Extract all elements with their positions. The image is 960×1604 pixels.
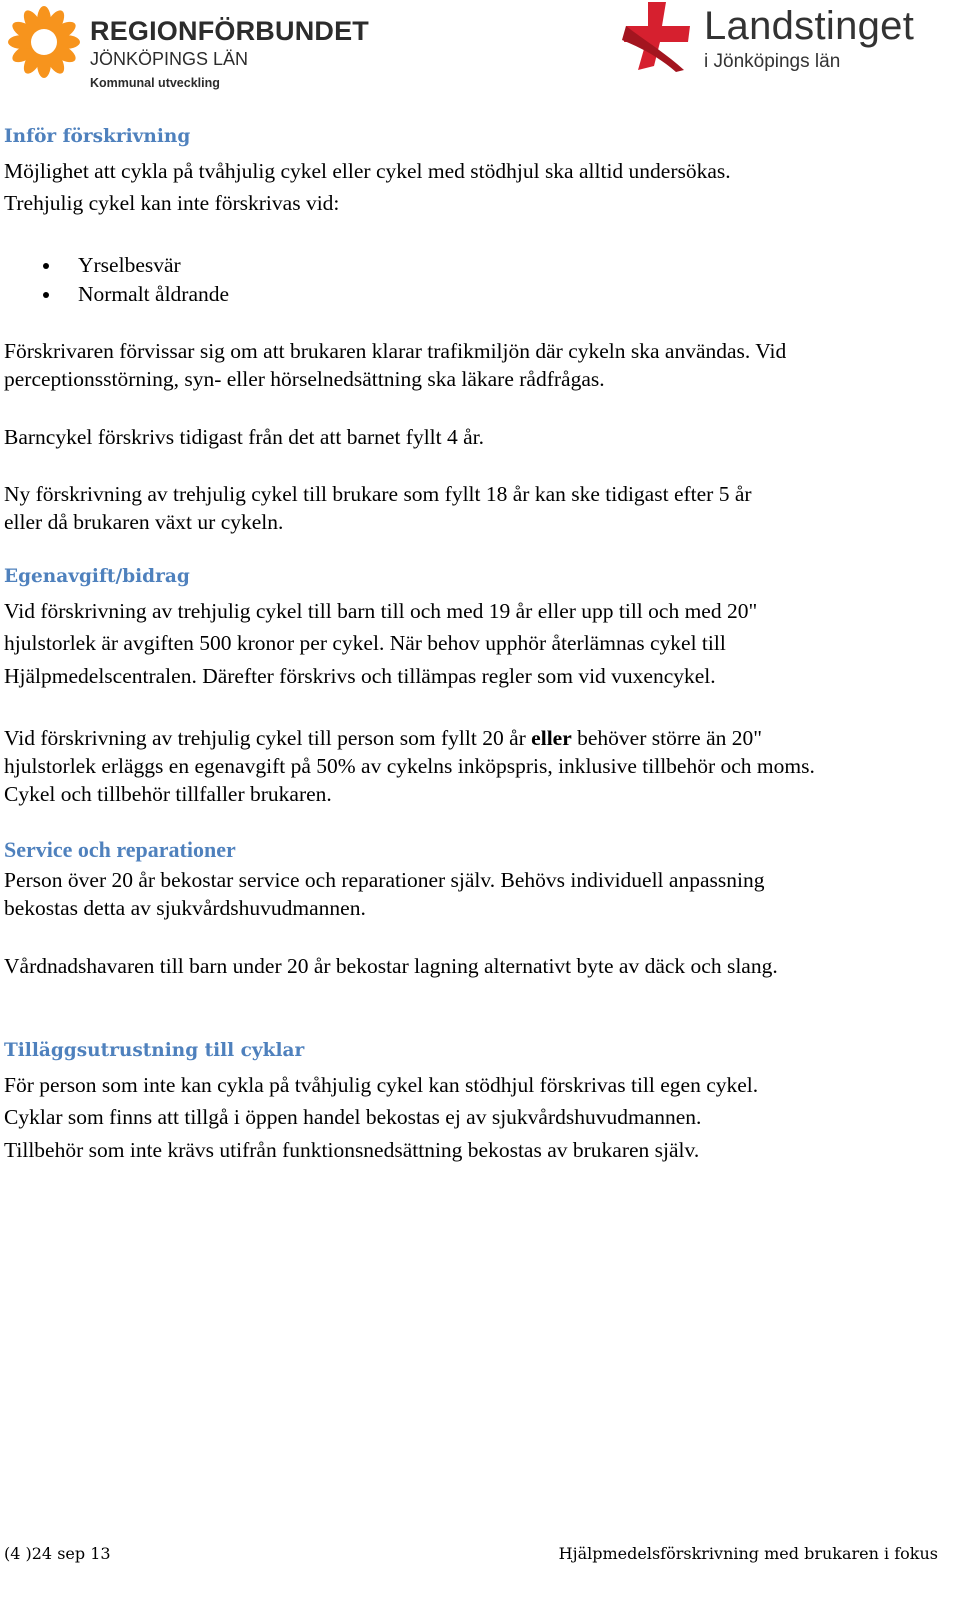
paragraph-line: Förskrivaren förvissar sig om att brukaren klarar trafikmiljön där cykeln ska användas. Vid: [4, 339, 787, 363]
paragraph-line: För person som inte kan cykla på tvåhjulig cykel kan stödhjul förskrivas till egen cykel.: [4, 1073, 759, 1097]
bullet-icon: [43, 292, 49, 298]
paragraph-line: Cykel och tillbehör tillfaller brukaren.: [4, 782, 332, 806]
logo-landsting-region: i Jönköpings län: [704, 51, 841, 72]
footer-page-date: (4 )24 sep 13: [4, 1544, 111, 1563]
list-item: [0, 280, 229, 309]
paragraph-line: Hjälpmedelscentralen. Därefter förskrivs och tillämpas regler som vid vuxencykel.: [4, 664, 716, 688]
paragraph-line: [4, 724, 944, 753]
paragraph-line: Barncykel förskrivs tidigast från det att barnet fyllt 4 år.: [4, 425, 485, 449]
paragraph-line: Ny förskrivning av trehjulig cykel till brukare som fyllt 18 år kan ske tidigast efter 5 år: [4, 482, 752, 506]
heading-infor-forskrivning: Inför förskrivning: [4, 126, 191, 147]
heading-tillaggsutrustning: Tilläggsutrustning till cyklar: [4, 1040, 305, 1061]
list-item-text: Yrselbesvär: [78, 253, 181, 277]
paragraph-line: Vårdnadshavaren till barn under 20 år bekostar lagning alternativt byte av däck och slang.: [4, 954, 778, 978]
footer-title: Hjälpmedelsförskrivning med brukaren i fokus: [558, 1544, 938, 1563]
flower-icon: [4, 2, 84, 82]
list-item: [0, 251, 229, 280]
bold-text: eller: [531, 726, 572, 750]
bullet-list: [0, 251, 229, 309]
ribbon-cross-icon: [618, 0, 702, 76]
paragraph-line: hjulstorlek erläggs en egenavgift på 50% av cykelns inköpspris, inklusive tillbehör och moms.: [4, 754, 815, 778]
paragraph-line: hjulstorlek är avgiften 500 kronor per cykel. När behov upphör återlämnas cykel till: [4, 631, 726, 655]
paragraph-line: Vid förskrivning av trehjulig cykel till barn till och med 19 år eller upp till och med 20": [4, 599, 758, 623]
list-item-text: Normalt åldrande: [78, 282, 230, 306]
heading-service: Service och reparationer: [4, 837, 236, 862]
logo-org-name: REGIONFÖRBUNDET: [90, 16, 369, 46]
heading-egenavgift: Egenavgift/bidrag: [4, 566, 190, 587]
paragraph-line: perceptionsstörning, syn- eller hörselnedsättning ska läkare rådfrågas.: [4, 367, 605, 391]
paragraph-line: Tillbehör som inte krävs utifrån funktionsnedsättning bekostas av brukaren själv.: [4, 1138, 700, 1162]
bullet-icon: [43, 263, 49, 269]
paragraph-line: bekostas detta av sjukvårdshuvudmannen.: [4, 896, 366, 920]
paragraph-line: Trehjulig cykel kan inte förskrivas vid:: [4, 191, 340, 215]
logo-landsting-name: Landstinget: [704, 4, 915, 48]
text-run: Vid förskrivning av trehjulig cykel till person som fyllt 20 år: [4, 726, 532, 750]
logo-org-tagline: Kommunal utveckling: [90, 76, 220, 90]
logo-org-region: JÖNKÖPINGS LÄN: [90, 49, 249, 69]
paragraph-line: Cyklar som finns att tillgå i öppen handel bekostas ej av sjukvårdshuvudmannen.: [4, 1105, 702, 1129]
paragraph-line: Möjlighet att cykla på tvåhjulig cykel eller cykel med stödhjul ska alltid undersökas.: [4, 159, 731, 183]
paragraph-line: Person över 20 år bekostar service och reparationer själv. Behövs individuell anpassning: [4, 868, 765, 892]
landstinget-logo: [618, 0, 938, 80]
regionforbundet-logo: [4, 2, 369, 94]
text-run: behöver större än 20": [571, 726, 763, 750]
paragraph-line: eller då brukaren växt ur cykeln.: [4, 510, 284, 534]
